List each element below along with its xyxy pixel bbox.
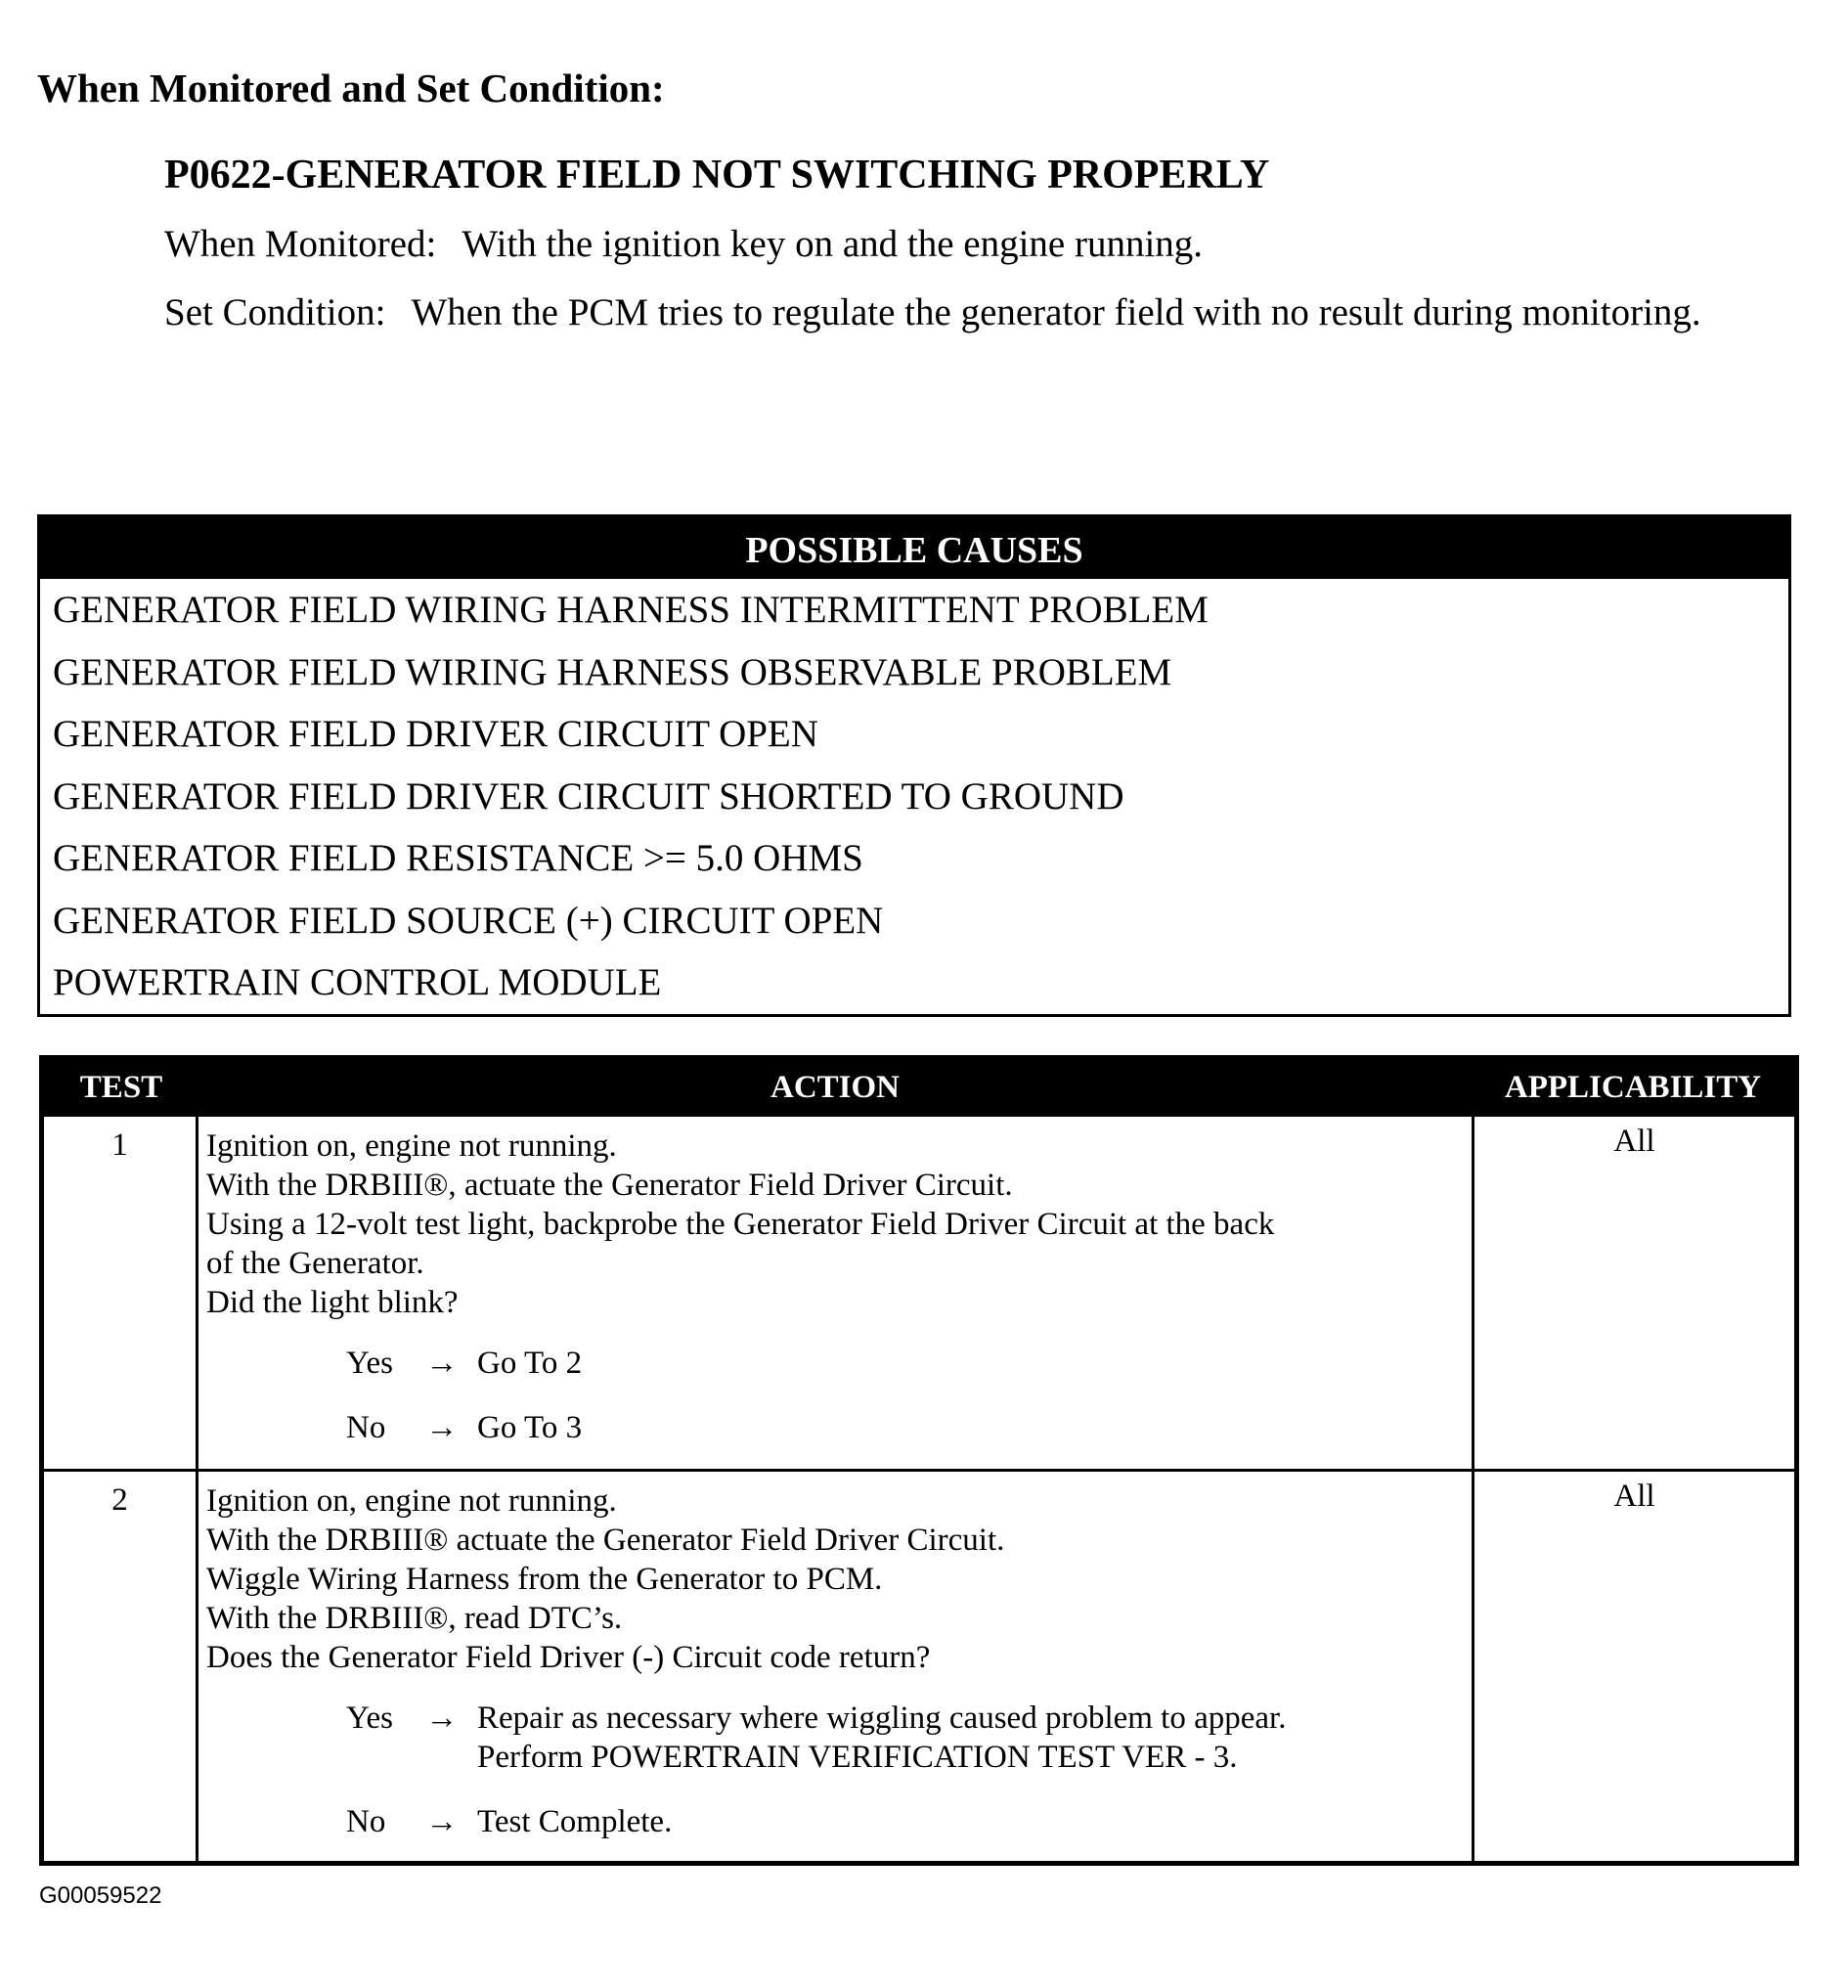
answer-yes — [346, 1344, 1472, 1383]
action-cell — [198, 1117, 1474, 1469]
answer-text — [477, 1699, 1472, 1777]
applicability-cell: All — [1613, 1124, 1655, 1159]
answer-text — [477, 1408, 1472, 1447]
table-row — [44, 1114, 1794, 1469]
answer-line: Perform POWERTRAIN VERIFICATION TEST VER - 3. — [477, 1740, 1238, 1775]
answer-text — [477, 1802, 1472, 1841]
action-step: With the DRBIII® actuate the Generator Field Driver Circuit. — [206, 1523, 1005, 1558]
answer-yes — [346, 1699, 1472, 1777]
figure-id: G00059522 — [39, 1882, 162, 1909]
when-monitored-text: With the ignition key on and the engine running. — [462, 223, 1204, 265]
cause-item: GENERATOR FIELD DRIVER CIRCUIT SHORTED TO GROUND — [53, 774, 1124, 817]
cause-item: GENERATOR FIELD WIRING HARNESS OBSERVABLE PROBLEM — [53, 650, 1172, 693]
answer-no — [346, 1802, 1472, 1841]
action-step: Does the Generator Field Driver (-) Circuit code return? — [206, 1640, 931, 1675]
answer-no — [346, 1408, 1472, 1447]
applicability-cell: All — [1613, 1479, 1655, 1514]
cause-item: GENERATOR FIELD DRIVER CIRCUIT OPEN — [53, 713, 818, 755]
set-condition-line — [164, 287, 1817, 338]
cause-item: GENERATOR FIELD SOURCE (+) CIRCUIT OPEN — [53, 899, 884, 942]
when-monitored-label: When Monitored: — [164, 223, 437, 265]
action-step: of the Generator. — [206, 1246, 424, 1281]
answer-line: Go To 2 — [477, 1346, 583, 1381]
action-step: Did the light blink? — [206, 1285, 459, 1320]
action-step: Using a 12-volt test light, backprobe the Generator Field Driver Circuit at the back — [206, 1207, 1275, 1242]
possible-causes-header: POSSIBLE CAUSES — [40, 517, 1788, 579]
test-number: 1 — [44, 1117, 198, 1469]
test-number: 2 — [44, 1472, 198, 1861]
right-arrow-icon: → — [425, 1410, 459, 1445]
code-title: P0622-GENERATOR FIELD NOT SWITCHING PROPERLY — [164, 153, 1270, 198]
answer-line: Repair as necessary where wiggling caused problem to appear. — [477, 1701, 1287, 1736]
answer-label: No — [346, 1410, 386, 1445]
header-action: ACTION — [770, 1070, 901, 1105]
test-table-header — [44, 1060, 1794, 1114]
cause-item: GENERATOR FIELD RESISTANCE >= 5.0 OHMS — [53, 837, 863, 879]
set-condition-text: When the PCM tries to regulate the generator field with no result during monitoring. — [411, 291, 1701, 333]
set-condition-label: Set Condition: — [164, 291, 386, 333]
possible-causes-table — [37, 514, 1791, 1017]
header-applicability: APPLICABILITY — [1504, 1070, 1762, 1105]
right-arrow-icon: → — [425, 1346, 459, 1381]
cause-item: GENERATOR FIELD WIRING HARNESS INTERMITTENT PROBLEM — [53, 589, 1209, 631]
answer-line: Go To 3 — [477, 1410, 583, 1445]
answer-label: No — [346, 1804, 386, 1839]
answer-label: Yes — [346, 1701, 394, 1736]
header-test: TEST — [79, 1070, 163, 1105]
answer-label: Yes — [346, 1346, 394, 1381]
page-heading: When Monitored and Set Condition: — [37, 66, 665, 110]
right-arrow-icon: → — [425, 1701, 459, 1736]
cause-item: POWERTRAIN CONTROL MODULE — [53, 961, 662, 1003]
table-row — [44, 1469, 1794, 1861]
action-step: With the DRBIII®, actuate the Generator Field Driver Circuit. — [206, 1168, 1013, 1203]
action-step: Ignition on, engine not running. — [206, 1483, 617, 1519]
test-table — [39, 1055, 1799, 1866]
right-arrow-icon: → — [425, 1804, 459, 1839]
action-step: With the DRBIII®, read DTC’s. — [206, 1601, 623, 1636]
when-monitored-line — [164, 220, 1826, 269]
answers — [206, 1344, 1472, 1447]
action-step: Wiggle Wiring Harness from the Generator to PCM. — [206, 1562, 883, 1597]
answer-text — [477, 1344, 1472, 1383]
action-step: Ignition on, engine not running. — [206, 1128, 617, 1164]
answers — [206, 1699, 1472, 1841]
action-cell — [198, 1472, 1474, 1861]
answer-line: Test Complete. — [477, 1804, 673, 1839]
